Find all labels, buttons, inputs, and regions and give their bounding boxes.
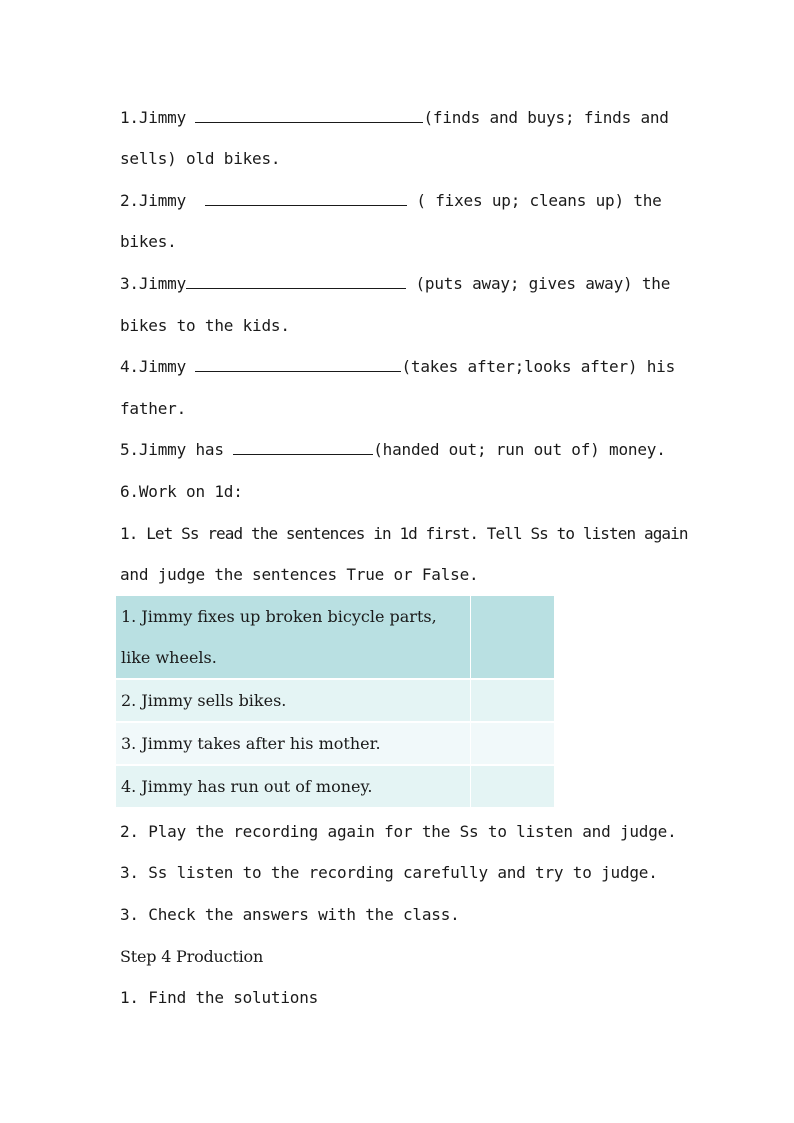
step-listen-carefully: 3. Ss listen to the recording carefully and try to judge. [120,863,658,882]
question-number: 3. [120,274,139,293]
question-subject: Jimmy has [138,440,224,459]
question-options: (puts away; gives away) the [415,274,671,293]
question-options: (finds and buys; finds and [423,108,669,127]
question-number: 1. [120,108,139,127]
question-number: 5. [120,440,139,459]
answer-cell[interactable] [471,765,555,808]
question-subject: Jimmy [138,108,187,127]
instruction-line-2: and judge the sentences True or False. [120,565,479,584]
question-options: (takes after;looks after) his [401,357,676,376]
answer-cell[interactable] [471,596,555,679]
answer-blank [195,108,423,123]
section-heading: Step 4 Production [120,947,264,966]
question-subject: Jimmy [138,274,187,293]
question-options: ( fixes up; cleans up) the [416,191,662,210]
question-2 [120,191,676,211]
question-1-continuation: sells) old bikes. [120,149,281,168]
question-subject: Jimmy [138,357,187,376]
instruction-line-1: 1. Let Ss read the sentences in 1d first. Tell Ss to listen again [120,524,688,543]
statement-cell: 2. Jimmy sells bikes. [116,679,471,722]
question-4 [120,357,676,377]
question-options: (handed out; run out of) money. [373,440,666,459]
question-subject: Jimmy [138,191,187,210]
question-4-continuation: father. [120,399,187,418]
answer-blank [195,357,401,372]
statement-cell [116,596,471,679]
statement-cell: 4. Jimmy has run out of money. [116,765,471,808]
question-3 [120,274,676,294]
statement-text: like wheels. [121,648,217,667]
step-play-recording: 2. Play the recording again for the Ss to listen and judge. [120,822,677,841]
answer-blank [205,191,407,206]
question-number: 4. [120,357,139,376]
question-3-continuation: bikes to the kids. [120,316,290,335]
question-5 [120,440,676,460]
step-check-answers: 3. Check the answers with the class. [120,905,460,924]
true-false-table [116,596,554,809]
answer-blank [186,274,406,289]
work-heading: 6.Work on 1d: [120,482,243,501]
question-2-continuation: bikes. [120,232,177,251]
find-solutions: 1. Find the solutions [120,988,319,1007]
answer-cell[interactable] [471,679,555,722]
table-row [116,765,554,808]
statement-text: 1. Jimmy fixes up broken bicycle parts, [121,607,437,626]
answer-blank [233,440,373,455]
question-number: 2. [120,191,139,210]
table-row [116,596,554,679]
question-1 [120,108,676,128]
table-row [116,722,554,765]
statement-cell: 3. Jimmy takes after his mother. [116,722,471,765]
answer-cell[interactable] [471,722,555,765]
table-row [116,679,554,722]
